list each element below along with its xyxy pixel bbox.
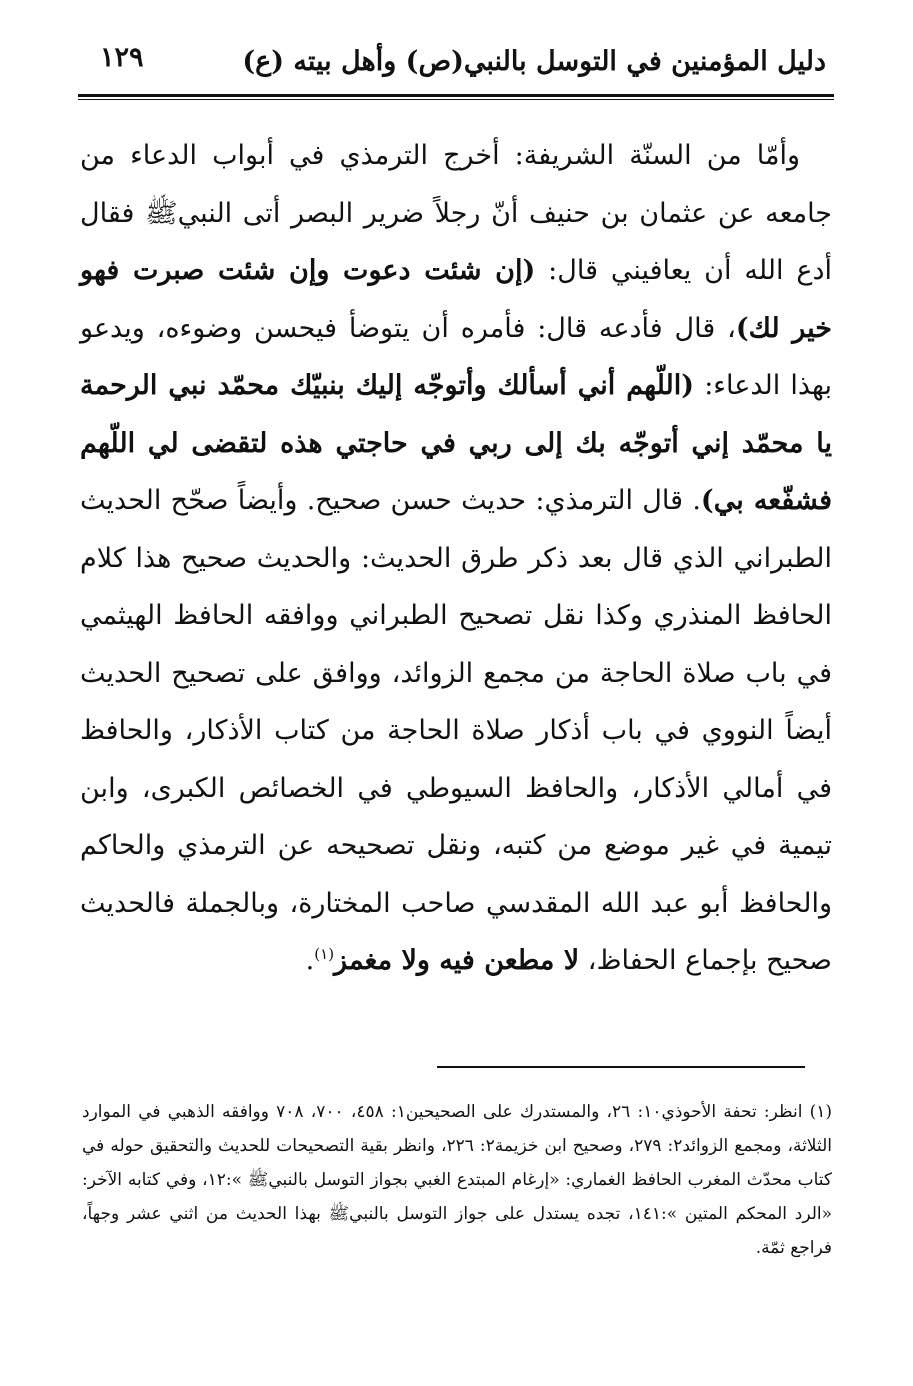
hadith-quote-1: (إن شئت دعوت وإن شئت صبرت فهو خير لك) xyxy=(80,255,832,344)
main-text xyxy=(80,127,832,990)
footnote-reference: (١) xyxy=(314,945,335,963)
running-header xyxy=(78,36,834,94)
hadith-quote-2: (اللّهم أني أسألك وأتوجّه إليك بنبيّك محمّد نبي الرحمة يا محمّد إني أتوجّه بك إلى ربي في حاجتي هذه لتقضى لي اللّهم فشفّعه بي) xyxy=(80,370,832,516)
body-text-segment-1: وأمّا من السنّة الشريفة: أخرج الترمذي في أبواب الدعاء من جامعه عن عثمان بن حنيف أنّ رجلاً ضرير البصر أتى النبيﷺ فقال أدع الله أن يعافيني قال: xyxy=(80,140,832,286)
body-text-end: . xyxy=(305,945,315,976)
footnote-separator xyxy=(437,1066,805,1068)
header-rule-thick xyxy=(78,94,834,97)
closing-phrase: لا مطعن فيه ولا مغمز xyxy=(334,945,580,976)
header-title: دليل المؤمنين في التوسل بالنبي(ص) وأهل بيته (ع) xyxy=(242,46,826,77)
body-text-segment-2: ، قال فأدعه قال: فأمره أن يتوضأ فيحسن وضوءه، ويدعو بهذا الدعاء: xyxy=(80,312,832,401)
header-rule-thin xyxy=(78,99,834,100)
footnote xyxy=(82,1095,832,1265)
body-paragraph xyxy=(80,127,832,990)
page-number: ١٢٩ xyxy=(100,42,144,73)
body-text-segment-3: . قال الترمذي: حديث حسن صحيح. وأيضاً صحّح الحديث الطبراني الذي قال بعد ذكر طرق الحديث: والحديث صحيح هذا كلام الحافظ المنذري وكذا نقل تصحيح الطبراني ووافقه الحافظ الهيثمي في باب صلاة الحاجة من مجمع الزوائد، ووافق على تصحيح الحديث أيضاً النووي في باب أذكار صلاة الحاجة من كتاب الأذكار، والحافظ في أمالي الأذكار، والحافظ السيوطي في الخصائص الكبرى، وابن تيمية في غير موضع من كتبه، ونقل تصحيحه عن الترمذي والحاكم والحافظ أبو عبد الله المقدسي صاحب المختارة، وبالجملة فالحديث صحيح بإجماع الحفاظ، xyxy=(80,485,832,976)
footnote-text: (١) انظر: تحفة الأحوذي١٠: ٢٦، والمستدرك على الصحيحين١: ٤٥٨، ٧٠٠، ٧٠٨ ووافقه الذهبي في الموارد الثلاثة، ومجمع الزوائد٢: ٢٧٩، وصحيح ابن خزيمة٢: ٢٢٦، وانظر بقية التصحيحات للحديث والتحقيق حوله في كتاب محدّث المغرب الحافظ الغماري: «إرغام المبتدع الغبي بجواز التوسل بالنبيﷺ »:١٢، وفي كتابه الآخر: «الرد المحكم المتين »:١٤١، تجده يستدل على جواز التوسل بالنبيﷺ بهذا الحديث من اثني عشر وجهاً، فراجع ثمّة. xyxy=(82,1102,833,1258)
